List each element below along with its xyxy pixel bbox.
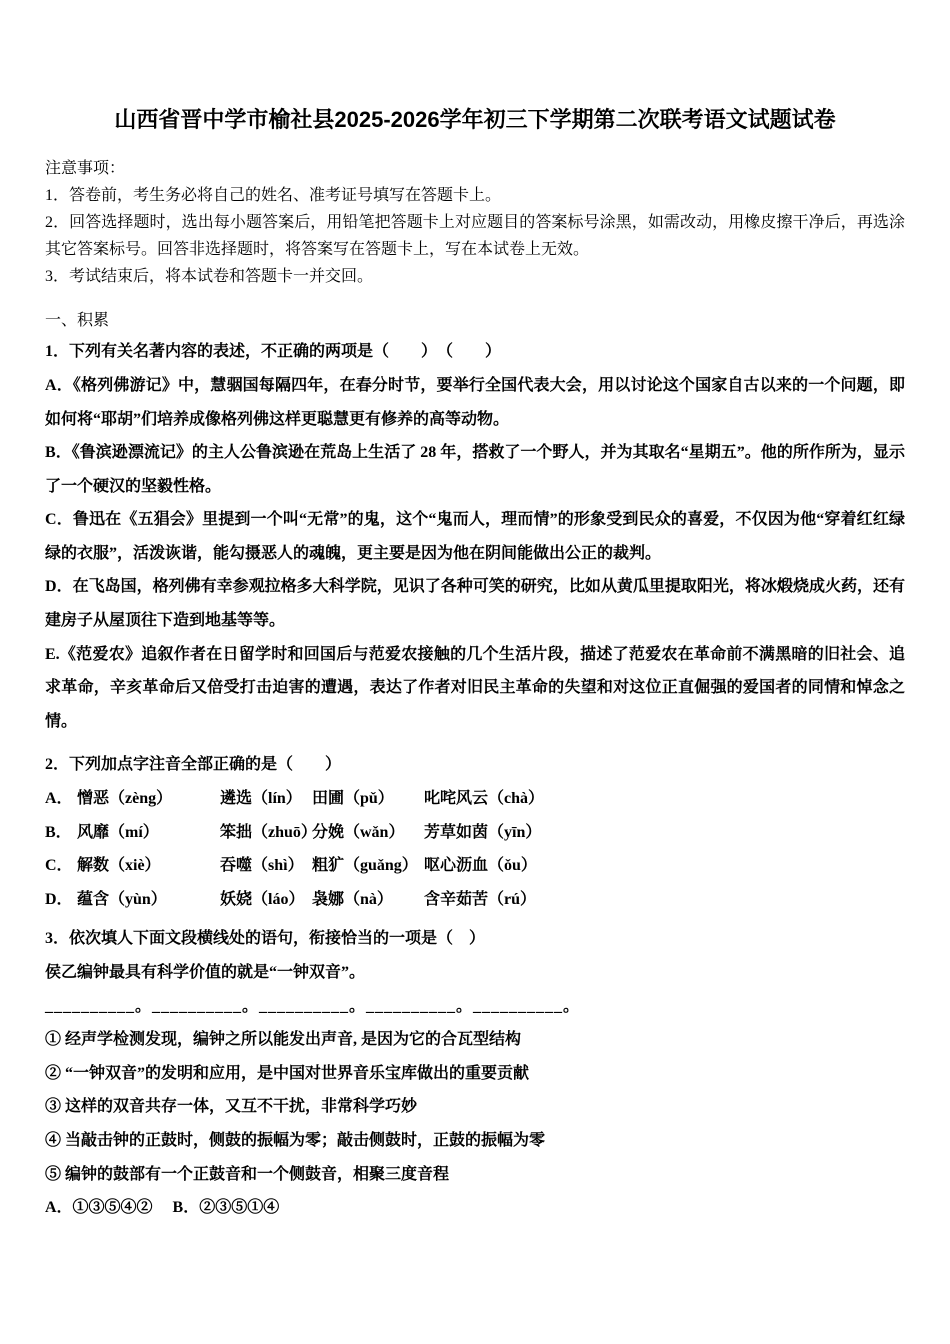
question-2-option-d [45, 883, 905, 917]
question-1-stem: 1．下列有关名著内容的表述，不正确的两项是（ ） （ ） [45, 343, 502, 361]
pinyin-cell: 解数（xiè） [77, 857, 161, 875]
pinyin-cell: 含辛茹苦（rú） [424, 890, 537, 908]
pinyin-cell: 粗犷（guǎng） [312, 857, 418, 875]
notice-item-2: 2．回答选择题时，选出每小题答案后，用铅笔把答题卡上对应题目的答案标号涂黑，如需改动，用橡皮擦干净后，再选涂其它答案标号。回答非选择题时，将答案写在答题卡上，写在本试卷上无效。 [45, 213, 905, 259]
pinyin-cell: 呕心沥血（ǒu） [424, 857, 537, 875]
pinyin-cell: 芳草如茵（yīn） [424, 823, 542, 841]
question-3-sentence-4: ④ 当敲击钟的正鼓时，侧鼓的振幅为零；敲击侧鼓时，正鼓的振幅为零 [45, 1131, 546, 1149]
question-3-stem: 3．依次填人下面文段横线处的语句，衔接恰当的一项是（ ） [45, 930, 486, 948]
notice-section [45, 155, 905, 291]
pinyin-cell: 叱咤风云（chà） [424, 790, 545, 808]
section-heading-accumulation: 一、积累 [45, 311, 110, 329]
question-2-option-c [45, 849, 905, 883]
notice-heading: 注意事项： [45, 159, 126, 177]
question-2-stem: 2．下列加点字注音全部正确的是（ ） [45, 756, 342, 774]
question-3-sentence-5: ⑤ 编钟的鼓部有一个正鼓音和一个侧鼓音，相聚三度音程 [45, 1165, 450, 1183]
question-3-sentence-2: ② “一钟双音”的发明和应用，是中国对世界音乐宝库做出的重要贡献 [45, 1064, 530, 1082]
pinyin-cell: 吞噬（shì） [220, 857, 304, 875]
pinyin-cell: 蕴含（yùn） [77, 890, 167, 908]
question-3 [45, 922, 905, 1224]
question-1-option-a: A．《格列佛游记》中，慧骃国每隔四年，在春分时节，要举行全国代表大会，用以讨论这个国家自古以来的一个问题，即如何将“耶胡”们培养成像格列佛这样更聪慧更有修养的高等动物。 [45, 376, 905, 428]
pinyin-cell: 风靡（mí） [77, 823, 159, 841]
pinyin-cell: 分娩（wǎn） [312, 823, 405, 841]
question-1-option-c: C．鲁迅在《五猖会》里提到一个叫“无常”的鬼，这个“鬼而人，理而情”的形象受到民众的喜爱，不仅因为他“穿着红红绿绿的衣服”，活泼诙谐，能勾摄恶人的魂魄，更主要是因为他在阴间能做出公正的裁判。 [45, 511, 905, 562]
question-3-sentence-1: ① 经声学检测发现，编钟之所以能发出声音, 是因为它的合瓦型结构 [45, 1031, 522, 1049]
question-2-option-b [45, 816, 905, 850]
pinyin-cell: 袅娜（nà） [312, 890, 393, 908]
pinyin-cell: 笨拙（zhuō） [220, 823, 317, 841]
question-1-option-b: B．《鲁滨逊漂流记》的主人公鲁滨逊在荒岛上生活了 28 年，搭救了一个野人，并为其取名“星期五”。他的所作所为，显示了一个硬汉的坚毅性格。 [45, 444, 905, 495]
pinyin-cell: 憎恶（zèng） [77, 790, 173, 808]
option-label: B． [45, 823, 72, 841]
question-1-option-d: D．在飞岛国，格列佛有幸参观拉格多大科学院，见识了各种可笑的研究，比如从黄瓜里提取阳光，将冰煅烧成火药，还有建房子从屋顶往下造到地基等等。 [45, 578, 905, 630]
notice-item-3: 3．考试结束后，将本试卷和答题卡一并交回。 [45, 268, 374, 286]
doc-title: 山西省晋中学市榆社县2025-2026学年初三下学期第二次联考语文试题试卷 [114, 107, 836, 132]
notice-item-1: 1．答卷前，考生务必将自己的姓名、准考证号填写在答题卡上。 [45, 186, 502, 204]
question-3-answer-choices: A．①③⑤④② B．②③⑤①④ [45, 1199, 280, 1217]
pinyin-cell: 妖娆（láo） [220, 890, 305, 908]
pinyin-cell: 田圃（pǔ） [312, 790, 394, 808]
question-3-sentence-3: ③ 这样的双音共存一体，又互不干扰，非常科学巧妙 [45, 1098, 418, 1116]
question-1 [45, 335, 905, 738]
option-label: C． [45, 857, 73, 875]
option-label: D． [45, 890, 73, 908]
question-2 [45, 748, 905, 916]
pinyin-cell: 遴选（lín） [220, 790, 302, 808]
question-1-option-e: E.《范爱农》追叙作者在日留学时和回国后与范爱农接触的几个生活片段，描述了范爱农在革命前不满黑暗的旧社会、追求革命，辛亥革命后又倍受打击迫害的遭遇，表达了作者对旧民主革命的失望和对这位正直倔强的爱国者的同情和悼念之情。 [45, 645, 905, 730]
option-label: A． [45, 790, 73, 808]
question-3-blanks: __________。__________。__________。__________。__________。 [45, 997, 581, 1015]
question-3-lead: 侯乙编钟最具有科学价值的就是“一钟双音”。 [45, 964, 366, 982]
question-2-option-a [45, 782, 905, 816]
